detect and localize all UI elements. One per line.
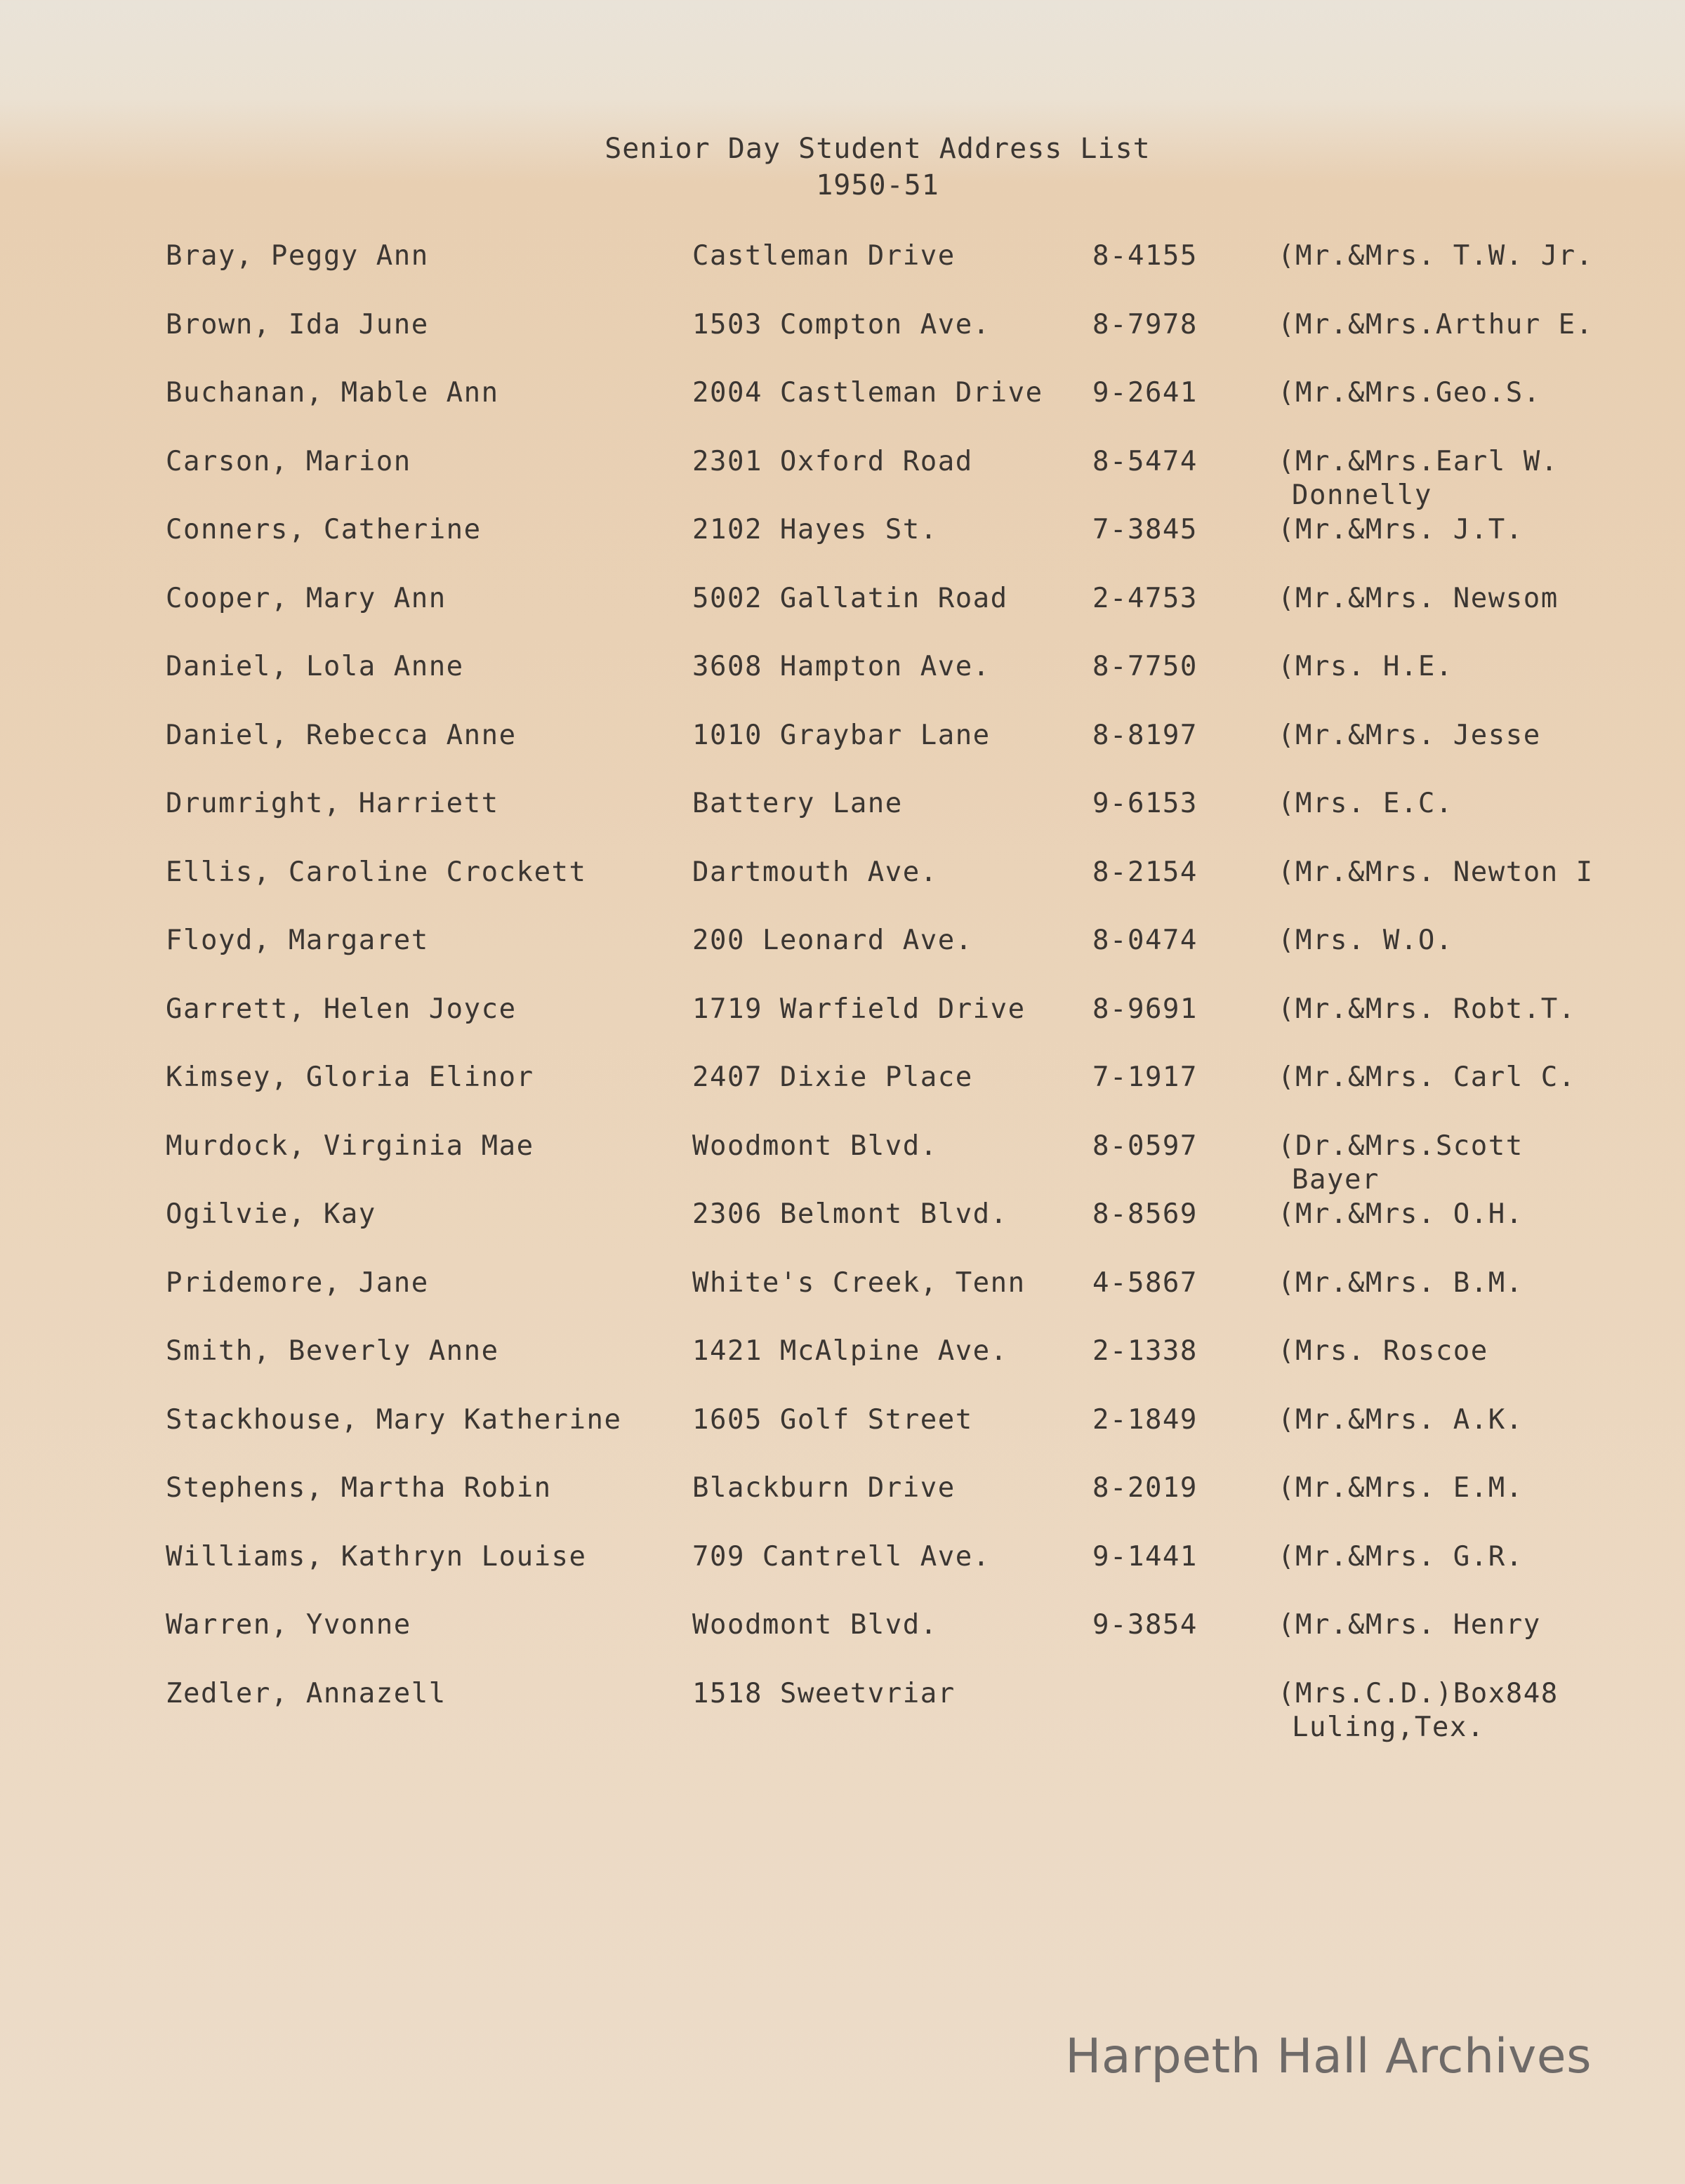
list-item: [0, 1327, 1685, 1396]
list-item: [0, 232, 1685, 300]
student-name: Murdock, Virginia Mae: [166, 1130, 534, 1162]
student-parents: (Mrs. E.C.: [1278, 788, 1453, 819]
student-parents: (Mr.&Mrs. B.M.: [1278, 1266, 1524, 1299]
student-address-list: [0, 232, 1685, 1743]
student-name: Ellis, Caroline Crockett: [166, 856, 587, 888]
student-phone: 7-1917: [1092, 1061, 1198, 1093]
student-parents: (Mr.&Mrs. Robt.T.: [1278, 993, 1576, 1025]
student-address: 200 Leonard Ave.: [692, 925, 973, 956]
student-parents: (Mr.&Mrs. O.H.: [1278, 1198, 1524, 1230]
student-address: Castleman Drive: [692, 240, 956, 272]
student-name: Bray, Peggy Ann: [166, 240, 429, 272]
student-address: 5002 Gallatin Road: [692, 582, 1008, 614]
list-item: [0, 369, 1685, 437]
student-parents: (Mr.&Mrs.Geo.S.: [1278, 377, 1541, 409]
student-address: 1503 Compton Ave.: [692, 308, 991, 340]
student-name: Floyd, Margaret: [166, 925, 429, 956]
student-name: Smith, Beverly Anne: [166, 1335, 499, 1367]
student-phone: 2-1849: [1092, 1403, 1198, 1436]
student-phone: 8-5474: [1092, 445, 1198, 477]
student-parents: (Mr.&Mrs.Arthur E.: [1278, 308, 1594, 340]
student-phone: 2-1338: [1092, 1335, 1198, 1367]
student-name: Pridemore, Jane: [166, 1266, 429, 1299]
list-item: [0, 711, 1685, 780]
student-phone: 9-2641: [1092, 377, 1198, 409]
list-item: [0, 642, 1685, 711]
student-phone: 8-7750: [1092, 651, 1198, 682]
student-parents: (Mr.&Mrs. T.W. Jr.: [1278, 240, 1594, 272]
list-item: [0, 437, 1685, 511]
student-address: 2004 Castleman Drive: [692, 377, 1043, 409]
student-address: 2301 Oxford Road: [692, 445, 973, 477]
title-block: [0, 131, 1685, 204]
student-phone: 2-4753: [1092, 582, 1198, 614]
student-parents: (Mrs. H.E.: [1278, 651, 1453, 682]
student-phone: 9-1441: [1092, 1540, 1198, 1573]
list-item: [0, 916, 1685, 985]
student-address: 1010 Graybar Lane: [692, 719, 991, 751]
list-item: [0, 1396, 1685, 1464]
student-parents: (Mr.&Mrs. Newsom: [1278, 582, 1559, 614]
student-name: Buchanan, Mable Ann: [166, 377, 499, 409]
list-item: [0, 1669, 1685, 1743]
student-address: 3608 Hampton Ave.: [692, 651, 991, 682]
archive-watermark: Harpeth Hall Archives: [1065, 2029, 1592, 2084]
student-phone: 8-8569: [1092, 1198, 1198, 1230]
student-name: Zedler, Annazell: [166, 1677, 447, 1709]
student-address: 2102 Hayes St.: [692, 514, 938, 545]
student-name: Williams, Kathryn Louise: [166, 1540, 587, 1573]
student-parents: (Mr.&Mrs. E.M.: [1278, 1472, 1524, 1504]
student-parents: (Mr.&Mrs. A.K.: [1278, 1403, 1524, 1436]
student-name: Ogilvie, Kay: [166, 1198, 376, 1230]
student-parents: (Mrs.C.D.)Box848: [1278, 1677, 1559, 1709]
student-address: Dartmouth Ave.: [692, 856, 938, 888]
student-phone: 8-7978: [1092, 308, 1198, 340]
student-phone: 8-8197: [1092, 719, 1198, 751]
student-name: Daniel, Rebecca Anne: [166, 719, 517, 751]
student-phone: 8-0474: [1092, 925, 1198, 956]
student-address: 1719 Warfield Drive: [692, 993, 1026, 1025]
document-title: Senior Day Student Address List: [604, 133, 1151, 165]
student-address: White's Creek, Tenn: [692, 1266, 1026, 1299]
student-phone: 9-6153: [1092, 788, 1198, 819]
document-year: 1950-51: [816, 169, 939, 201]
student-parents-continued: Bayer: [1292, 1163, 1380, 1196]
student-address: Battery Lane: [692, 788, 903, 819]
list-item: [0, 300, 1685, 369]
student-parents: (Mrs. W.O.: [1278, 925, 1453, 956]
student-name: Cooper, Mary Ann: [166, 582, 447, 614]
student-parents: (Dr.&Mrs.Scott: [1278, 1130, 1524, 1162]
student-parents: (Mr.&Mrs.Earl W.: [1278, 445, 1559, 477]
student-name: Conners, Catherine: [166, 514, 482, 545]
list-item: [0, 985, 1685, 1054]
student-parents: (Mr.&Mrs. Jesse: [1278, 719, 1541, 751]
student-phone: 8-9691: [1092, 993, 1198, 1025]
list-item: [0, 779, 1685, 848]
list-item: [0, 1533, 1685, 1601]
student-phone: 8-4155: [1092, 240, 1198, 272]
student-name: Stephens, Martha Robin: [166, 1472, 552, 1504]
student-address: Woodmont Blvd.: [692, 1130, 938, 1162]
student-address: 1421 McAlpine Ave.: [692, 1335, 1008, 1367]
list-item: [0, 574, 1685, 643]
student-name: Carson, Marion: [166, 445, 411, 477]
student-parents: (Mr.&Mrs. G.R.: [1278, 1540, 1524, 1573]
student-address: 709 Cantrell Ave.: [692, 1540, 991, 1573]
student-phone: 8-2154: [1092, 856, 1198, 888]
student-name: Warren, Yvonne: [166, 1609, 411, 1641]
student-address: 1518 Sweetvriar: [692, 1677, 956, 1709]
student-parents: (Mr.&Mrs. Carl C.: [1278, 1061, 1576, 1093]
student-parents: (Mr.&Mrs. Henry: [1278, 1609, 1541, 1641]
student-name: Garrett, Helen Joyce: [166, 993, 517, 1025]
list-item: [0, 1259, 1685, 1328]
student-parents-continued: Luling,Tex.: [1292, 1711, 1485, 1743]
student-phone: 7-3845: [1092, 514, 1198, 545]
student-parents: (Mr.&Mrs. Newton I: [1278, 856, 1594, 888]
student-name: Brown, Ida June: [166, 308, 429, 340]
list-item: [0, 505, 1685, 574]
student-address: Woodmont Blvd.: [692, 1609, 938, 1641]
student-address: Blackburn Drive: [692, 1472, 956, 1504]
student-phone: 8-2019: [1092, 1472, 1198, 1504]
student-parents: (Mrs. Roscoe: [1278, 1335, 1488, 1367]
list-item: [0, 1122, 1685, 1196]
list-item: [0, 1464, 1685, 1533]
student-address: 2407 Dixie Place: [692, 1061, 973, 1093]
student-phone: 9-3854: [1092, 1609, 1198, 1641]
list-item: [0, 848, 1685, 917]
student-name: Stackhouse, Mary Katherine: [166, 1403, 622, 1436]
list-item: [0, 1601, 1685, 1669]
student-address: 1605 Golf Street: [692, 1403, 973, 1436]
list-item: [0, 1190, 1685, 1259]
student-name: Drumright, Harriett: [166, 788, 499, 819]
student-phone: 8-0597: [1092, 1130, 1198, 1162]
list-item: [0, 1053, 1685, 1122]
student-name: Daniel, Lola Anne: [166, 651, 464, 682]
student-name: Kimsey, Gloria Elinor: [166, 1061, 534, 1093]
student-parents-continued: Donnelly: [1292, 479, 1432, 511]
student-address: 2306 Belmont Blvd.: [692, 1198, 1008, 1230]
student-parents: (Mr.&Mrs. J.T.: [1278, 514, 1524, 545]
student-phone: 4-5867: [1092, 1266, 1198, 1299]
